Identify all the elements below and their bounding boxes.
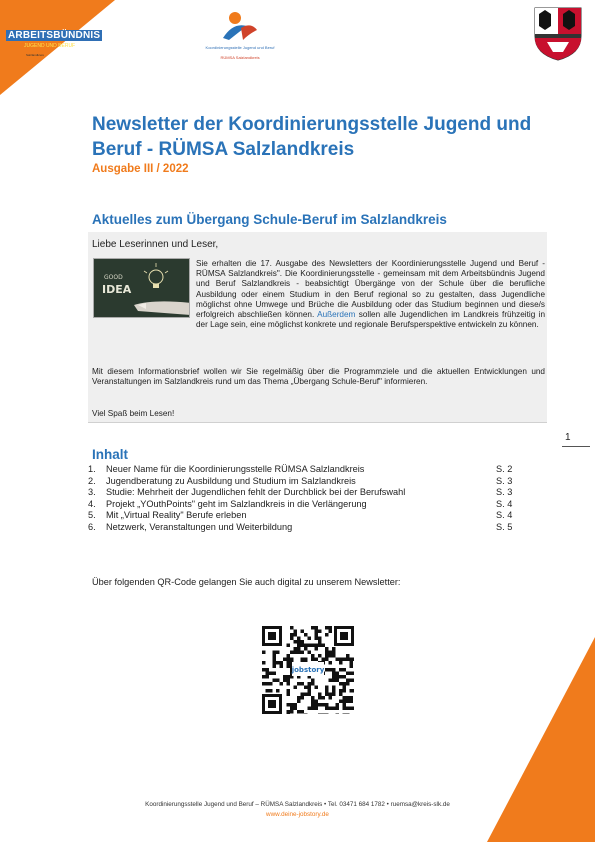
intro-paragraph-1: Sie erhalten die 17. Ausgabe des Newsletters der Koordinierungsstelle Jugend und Beruf - RÜMSA Salzlandkreis". Die Koordinierungsstelle - gemeinsam mit dem Arbeitsbündnis Jugend und Beruf Salzlandkreis - beabsichtigt Übergänge von der Schule über die berufliche Ausbildung oder einem Studium in den Beruf regional so zu gestalten, dass Jugendliche möglichst ohne Umwege und Brüche die Ausbildung oder das Studium beginnen und diese/s erfolgreich abschließen können. Außerdem sollen alle Jugendlichen im Landkreis frühzeitig in der Lage sein, eine möglichst konkrete und regionale Berufsperspektive entwickeln zu können. [196, 259, 545, 330]
table-of-contents [88, 464, 528, 533]
arbeitsbuendnis-logo: ARBEITSBÜNDNIS JUGEND UND BERUF Salzlandkreis [8, 30, 101, 57]
koordinierungsstelle-logo: Koordinierungsstelle Jugend und Beruf RÜMSA Salzlandkreis [185, 8, 295, 63]
toc-item: 5. Mit „Virtual Reality" Berufe erleben S. 4 [88, 510, 513, 520]
intro-paragraph-2: Mit diesem Informationsbrief wollen wir Sie regelmäßig über die Programmziele und die aktuellen Entwicklungen und Veranstaltungen im Salzlandkreis rund um das Thema „Übergang Schule-Beruf" informieren. [92, 367, 545, 387]
lightbulb-chalkboard-image [94, 259, 190, 318]
page-number: 1 [565, 432, 571, 443]
newsletter-title: Newsletter der Koordinierungsstelle Jugend und Beruf - RÜMSA Salzlandkreis [92, 114, 532, 160]
good-idea-photo [93, 258, 190, 318]
toc-item: 1. Neuer Name für die Koordinierungsstelle RÜMSA Salzlandkreis S. 2 [88, 464, 513, 474]
qr-code-icon [262, 626, 354, 714]
toc-item: 3. Studie: Mehrheit der Jugendlichen fehlt der Durchblick bei der Berufswahl S. 3 [88, 487, 513, 497]
greeting: Liebe Leserinnen und Leser, [92, 239, 219, 250]
qr-intro-text: Über folgenden QR-Code gelangen Sie auch digital zu unserem Newsletter: [92, 577, 401, 587]
svg-text:IDEA: IDEA [102, 283, 132, 296]
toc-item: 6. Netzwerk, Veranstaltungen und Weiterbildung S. 5 [88, 521, 513, 532]
newsletter-qr-code[interactable] [262, 626, 354, 714]
footer-website-link[interactable]: www.deine-jobstory.de [266, 811, 329, 818]
toc-heading: Inhalt [92, 447, 128, 462]
page-number-rule [562, 446, 590, 447]
footer-contact: Koordinierungsstelle Jugend und Beruf – RÜMSA Salzlandkreis • Tel. 03471 684 1782 • ruemsa@kreis-slk.de [145, 801, 450, 808]
closing-line: Viel Spaß beim Lesen! [92, 409, 175, 418]
toc-item: 4. Projekt „YOuthPoints" geht im Salzlandkreis in die Verlängerung S. 4 [88, 498, 513, 509]
svg-text:GOOD: GOOD [104, 274, 123, 281]
svg-text:jobstory: jobstory [291, 666, 325, 674]
section-heading: Aktuelles zum Übergang Schule-Beruf im Salzlandkreis [92, 212, 447, 227]
figure-logo-icon [185, 8, 295, 44]
coat-of-arms [533, 6, 583, 62]
issue-label: Ausgabe III / 2022 [92, 163, 189, 175]
toc-item: 2. Jugendberatung zu Ausbildung und Studium im Salzlandkreis S. 3 [88, 475, 513, 486]
